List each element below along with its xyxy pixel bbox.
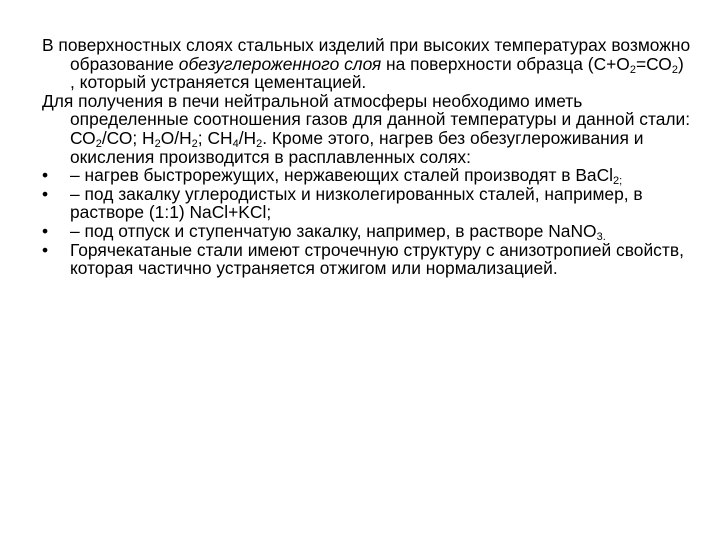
text: =СО (635, 53, 672, 74)
paragraph-decarburization (42, 36, 692, 92)
bullet-item (42, 185, 692, 222)
subscript: 2 (256, 137, 263, 150)
text: Для получения в печи нейтральной атмосферы необходимо иметь определенные соотношения газов для данной температуры и данной стали: СО (42, 90, 691, 148)
text: ; СН (197, 127, 233, 148)
subscript: 4 (232, 137, 239, 150)
text: В поверхностных слоях стальных изделий при высоких температурах возможно образование (42, 35, 691, 74)
subscript: 2; (613, 175, 623, 188)
bullet-icon: • (42, 220, 49, 241)
text: на поверхности образца (С+О (381, 53, 630, 74)
text: О/Н (160, 127, 192, 148)
bullet-icon: • (42, 239, 49, 260)
text: – нагрев быстрорежущих, нержавеющих сталей производят в ВаСl (70, 165, 614, 186)
paragraph-neutral-atmosphere (42, 92, 692, 166)
bullet-icon: • (42, 183, 49, 204)
text: – под закалку углеродистых и низколегированных сталей, например, в растворе (1:1) NaCl+KCl; (70, 183, 643, 223)
subscript: 2 (629, 63, 636, 76)
italic-term: обезуглероженного слоя (178, 53, 382, 74)
bullet-item (42, 241, 692, 278)
bullet-item (42, 222, 692, 241)
text: ) , который устраняется цементацией. (70, 53, 684, 93)
subscript: 2 (95, 137, 102, 150)
text: . Кроме этого, нагрев без обезуглероживания и окисления производится в расплавленных солях: (70, 127, 644, 167)
bullet-item (42, 165, 692, 188)
bullet-icon: • (42, 165, 49, 186)
subscript: 2 (191, 137, 198, 150)
subscript: 2 (154, 137, 161, 150)
text: /СО; Н (101, 127, 155, 148)
subscript: 3. (596, 230, 606, 243)
text: – под отпуск и ступенчатую закалку, например, в растворе NaNO (70, 220, 597, 241)
slide-body (42, 36, 692, 278)
text: /Н (238, 127, 257, 148)
subscript: 2 (671, 63, 678, 76)
text: Горячекатаные стали имеют строчечную структуру с анизотропией свойств, которая частично устраняется отжигом или нормализацией. (70, 239, 684, 279)
